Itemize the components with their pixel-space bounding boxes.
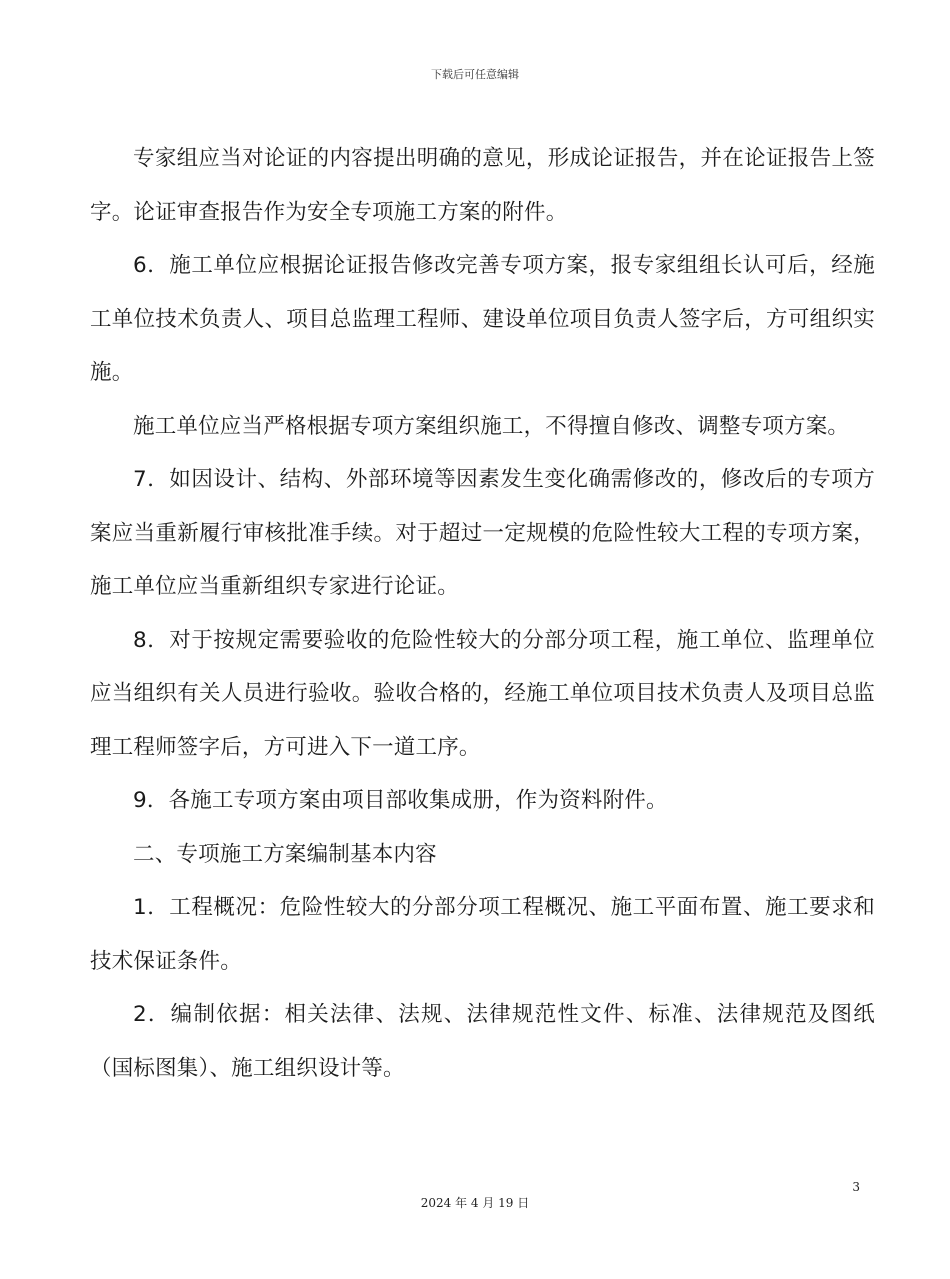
paragraph: 6．施工单位应根据论证报告修改完善专项方案，报专家组组长认可后，经施工单位技术负责人、项目总监理工程师、建设单位项目负责人签字后，方可组织实施。	[90, 253, 875, 385]
section-heading: 二、专项施工方案编制基本内容	[133, 841, 437, 867]
paragraph: 2．编制依据：相关法律、法规、法律规范性文件、标准、法律规范及图纸（国标图集）、施工组织设计等。	[90, 1002, 875, 1081]
document-body	[90, 132, 875, 1095]
paragraph: 1．工程概况：危险性较大的分部分项工程概况、施工平面布置、施工要求和技术保证条件。	[90, 895, 875, 974]
page-number: 3	[852, 1180, 860, 1194]
paragraph: 8．对于按规定需要验收的危险性较大的分部分项工程，施工单位、监理单位应当组织有关人员进行验收。验收合格的，经施工单位项目技术负责人及项目总监理工程师签字后，方可进入下一道工序。	[90, 627, 875, 760]
page-footer-date: 2024 年 4 月 19 日	[420, 1196, 530, 1210]
paragraph: 7．如因设计、结构、外部环境等因素发生变化确需修改的，修改后的专项方案应当重新履行审核批准手续。对于超过一定规模的危险性较大工程的专项方案，施工单位应当重新组织专家进行论证。	[90, 467, 875, 599]
paragraph: 9．各施工专项方案由项目部收集成册，作为资料附件。	[133, 788, 668, 813]
page-header: 下载后可任意编辑	[431, 68, 519, 81]
paragraph: 专家组应当对论证的内容提出明确的意见，形成论证报告，并在论证报告上签字。论证审查报告作为安全专项施工方案的附件。	[90, 146, 875, 225]
paragraph: 施工单位应当严格根据专项方案组织施工，不得擅自修改、调整专项方案。	[133, 413, 850, 439]
